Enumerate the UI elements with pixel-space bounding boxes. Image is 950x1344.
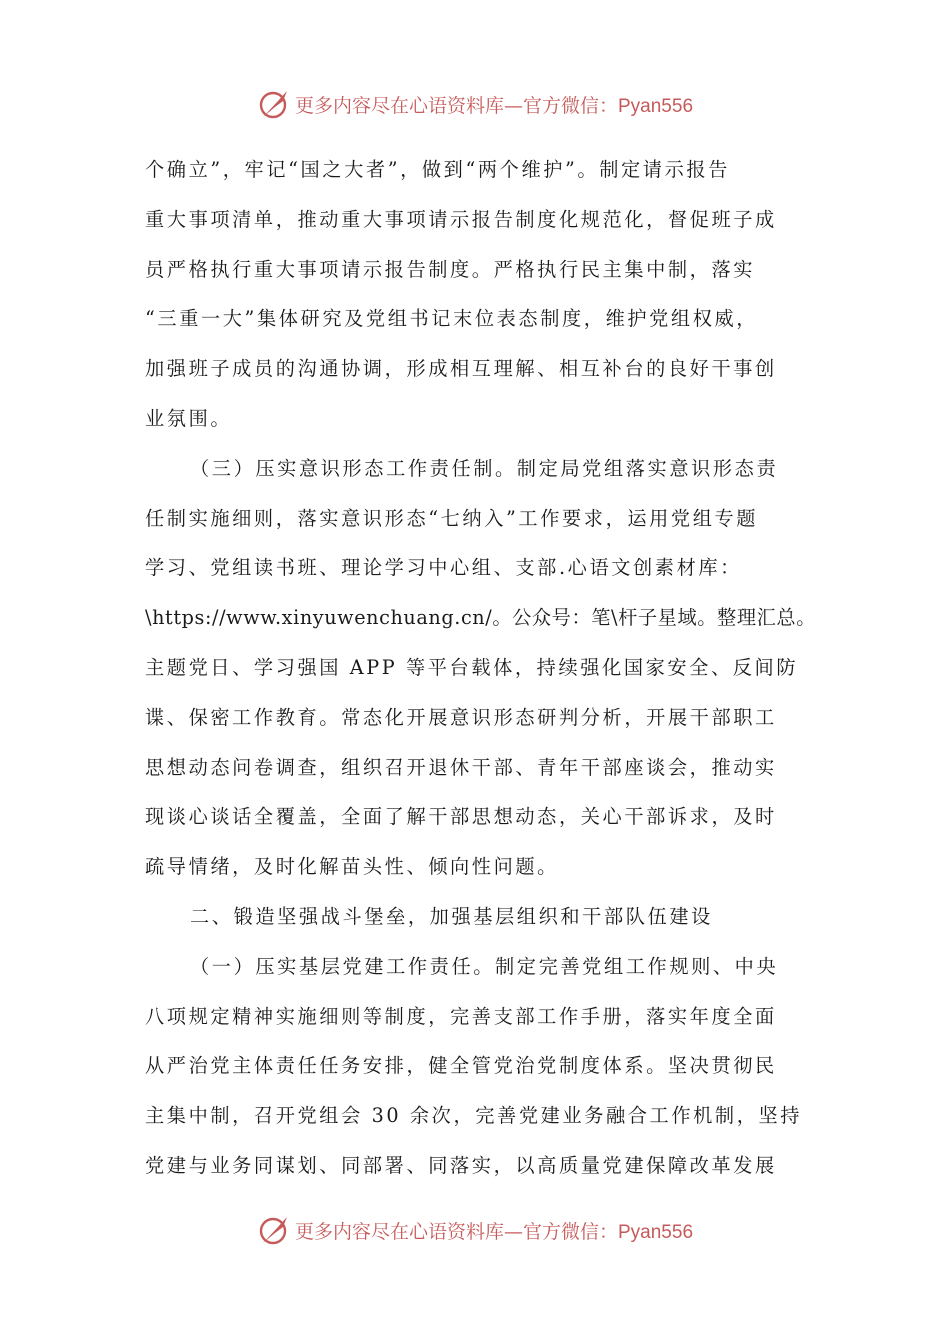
body-line: 思想动态问卷调查，组织召开退休干部、青年干部座谈会，推动实: [145, 755, 777, 779]
header-banner: [0, 84, 950, 124]
url-line: \https://www.xinyuwenchuang.cn/。公众号：笔\杆子星域。整理汇总。: [145, 606, 816, 630]
paragraph-heading: （一）压实基层党建工作责任。制定完善党组工作规则、中央: [190, 954, 779, 978]
body-line: 谍、保密工作教育。常态化开展意识形态研判分析，开展干部职工: [145, 705, 777, 729]
footer-banner-label: 更多内容尽在心语资料库—官方微信：: [294, 1220, 618, 1243]
body-line: 主集中制，召开党组会 30 余次，完善党建业务融合工作机制，坚持: [145, 1104, 803, 1128]
body-line: 任制实施细则，落实意识形态“七纳入”工作要求，运用党组专题: [145, 506, 759, 530]
footer-banner-text: [295, 1217, 693, 1244]
body-line: 重大事项清单，推动重大事项请示报告制度化规范化，督促班子成: [145, 207, 777, 231]
quill-pen-logo-icon: [257, 87, 291, 121]
body-line: 业氛围。: [145, 406, 233, 430]
header-wechat-id: Pyan556: [618, 95, 694, 117]
body-line: 员严格执行重大事项请示报告制度。严格执行民主集中制，落实: [145, 257, 756, 281]
body-line: 疏导情绪，及时化解苗头性、倾向性问题。: [145, 855, 559, 879]
header-banner-text: [295, 91, 693, 118]
body-line: 加强班子成员的沟通协调，形成相互理解、相互补台的良好干事创: [145, 357, 777, 381]
document-body: [145, 145, 825, 1191]
body-line: 党建与业务同谋划、同部署、同落实，以高质量党建保障改革发展: [145, 1153, 777, 1177]
footer-banner: [0, 1210, 950, 1250]
body-line: “三重一大”集体研究及党组书记末位表态制度，维护党组权威，: [145, 307, 759, 331]
quill-pen-logo-icon: [257, 1213, 291, 1247]
body-line: 个确立”，牢记“国之大者”，做到“两个维护”。制定请示报告: [145, 158, 730, 181]
header-banner-label: 更多内容尽在心语资料库—官方微信：: [294, 94, 618, 117]
paragraph-heading: （三）压实意识形态工作责任制。制定局党组落实意识形态责: [190, 456, 779, 480]
body-line: 主题党日、学习强国 APP 等平台载体，持续强化国家安全、反间防: [145, 655, 799, 679]
section-heading: 二、锻造坚强战斗堡垒，加强基层组织和干部队伍建设: [190, 904, 713, 928]
footer-wechat-id: Pyan556: [618, 1221, 694, 1243]
body-line: 八项规定精神实施细则等制度，完善支部工作手册，落实年度全面: [145, 1004, 777, 1028]
body-line: 学习、党组读书班、理论学习中心组、支部.心语文创素材库：: [145, 556, 742, 580]
body-line: 现谈心谈话全覆盖，全面了解干部思想动态，关心干部诉求，及时: [145, 805, 777, 829]
body-line: 从严治党主体责任任务安排，健全管党治党制度体系。坚决贯彻民: [145, 1054, 777, 1078]
